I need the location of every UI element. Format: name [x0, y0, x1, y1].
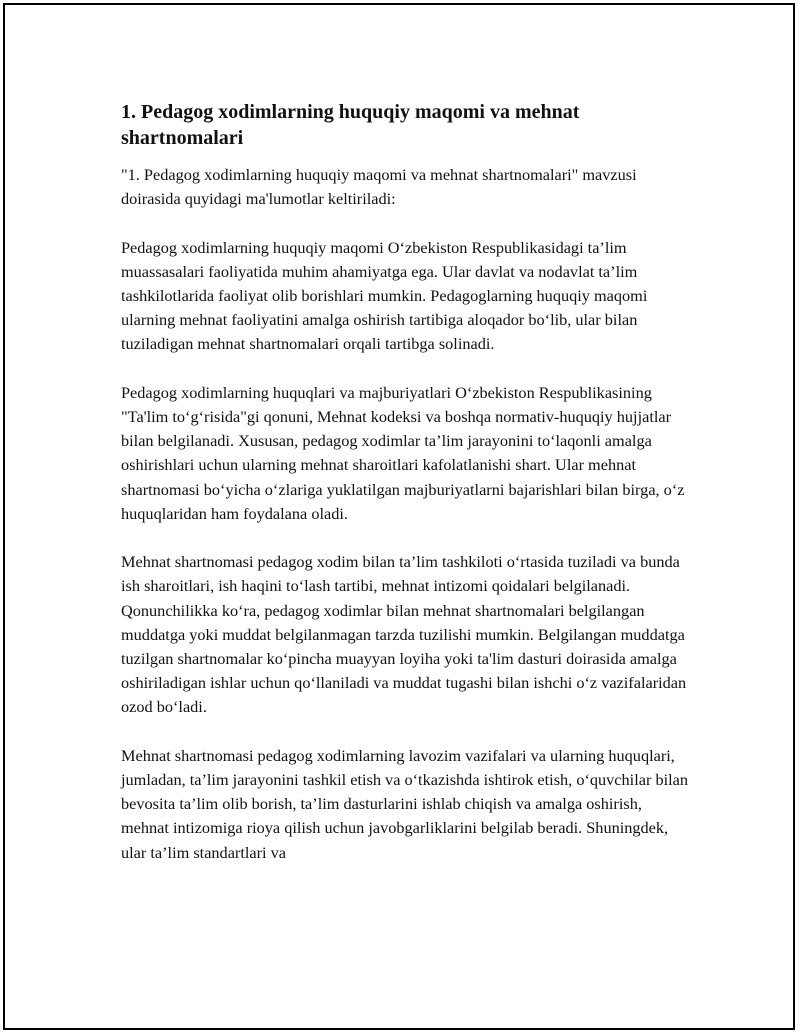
- document-body: [121, 99, 689, 889]
- page-border: [3, 3, 795, 1030]
- intro-paragraph: "1. Pedagog xodimlarning huquqiy maqomi va mehnat shartnomalari" mavzusi doirasida quyidagi ma'lumotlar keltiriladi:: [121, 165, 637, 209]
- employment-contract-paragraph: Mehnat shartnomasi pedagog xodim bilan ta’lim tashkiloti o‘rtasida tuziladi va bunda ish sharoitlari, ish haqini to‘lash tartibi, mehnat intizomi qoidalari belgilanadi. Qonunchilikka ko‘ra, pedagog xodimlar bilan mehnat shartnomalari belgilangan muddatga yoki muddat belgilanmagan tarzda tuzilishi mumkin. Belgilangan muddatga tuzilgan shartnomalar ko‘pincha muayyan loyiha yoki ta'lim dasturi doirasida amalga oshiriladigan ishlar uchun qo‘llaniladi va muddat tugashi bilan ishchi o‘z vazifalaridan ozod bo‘ladi.: [121, 552, 687, 717]
- rights-duties-paragraph: Pedagog xodimlarning huquqlari va majburiyatlari O‘zbekiston Respublikasining "Ta'lim to‘g‘risida"gi qonuni, Mehnat kodeksi va boshqa normativ-huquqiy hujjatlar bilan belgilanadi. Xususan, pedagog xodimlar ta’lim jarayonini to‘laqonli amalga oshirishlari uchun ularning mehnat sharoitlari kafolatlanishi shart. Ular mehnat shartnomasi bo‘yicha o‘zlariga yuklatilgan majburiyatlarni bajarishlari bilan birga, o‘z huquqlaridan ham foydalana oladi.: [121, 382, 685, 523]
- legal-status-paragraph: Pedagog xodimlarning huquqiy maqomi O‘zbekiston Respublikasidagi ta’lim muassasalari faoliyatida muhim ahamiyatga ega. Ular davlat va nodavlat ta’lim tashkilotlarida faoliyat olib borishlari mumkin. Pedagoglarning huquqiy maqomi ularning mehnat faoliyatini amalga oshirish tartibiga aloqador bo‘lib, ular bilan tuziladigan mehnat shartnomalari orqali tartibga solinadi.: [121, 237, 648, 354]
- document-title: 1. Pedagog xodimlarning huquqiy maqomi va mehnat shartnomalari: [121, 101, 580, 149]
- contract-duties-paragraph: Mehnat shartnomasi pedagog xodimlarning lavozim vazifalari va ularning huquqlari, jumladan, ta’lim jarayonini tashkil etish va o‘tkazishda ishtirok etish, o‘quvchilar bilan bevosita ta’lim olib borish, ta’lim dasturlarini ishlab chiqish va amalga oshirish, mehnat intizomiga rioya qilish uchun javobgarliklarini belgilab beradi. Shuningdek, ular ta’lim standartlari va: [121, 745, 688, 862]
